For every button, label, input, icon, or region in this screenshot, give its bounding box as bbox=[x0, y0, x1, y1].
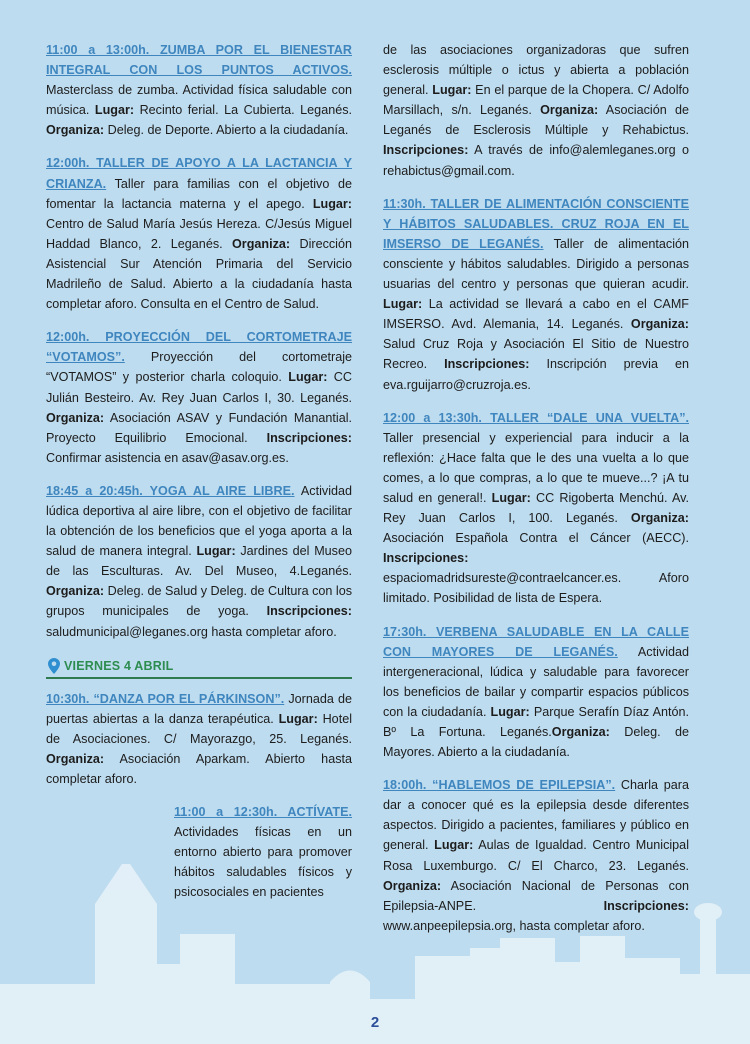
event-yoga bbox=[46, 481, 352, 642]
event-description: Jornada de puertas abiertas a la danza terapéutica. bbox=[46, 691, 352, 726]
lugar-label: Lugar: bbox=[491, 490, 531, 505]
organiza-label: Organiza: bbox=[232, 236, 291, 251]
event-danza-parkinson bbox=[46, 689, 352, 789]
lugar-label: Lugar: bbox=[278, 711, 318, 726]
event-heading: 12:00h. TALLER DE APOYO A LA LACTANCIA Y CRIANZA. bbox=[46, 156, 352, 191]
lugar-value: En el parque de la Chopera. C/ Adolfo Marsillach, s/n. Leganés. bbox=[383, 83, 689, 118]
organiza-label: Organiza: bbox=[383, 878, 442, 893]
lugar-value: Jardines del Museo de las Esculturas. Av. Del Museo, 4.Leganés. bbox=[46, 544, 352, 579]
inscripciones-label: Inscripciones: bbox=[266, 430, 352, 445]
organiza-value: Deleg. de Salud y Deleg. de Cultura con los grupos municipales de yoga. bbox=[46, 584, 352, 619]
event-description: Actividades físicas en un entorno abierto para promover hábitos saludables físicos y psicosociales en pacientes bbox=[174, 825, 352, 900]
event-description: Taller presencial y experiencial para inducir a la reflexión: ¿Hace falta que le des una vuelta a lo que comes, a lo que compras, a lo que te mueve...? ¡A tu salud en general!. bbox=[383, 430, 689, 505]
event-description: Actividad intergeneracional, lúdica y saludable para favorecer los beneficios de bailar y compartir espacios públicos con la ciudadanía. bbox=[383, 644, 690, 719]
organiza-label: Organiza: bbox=[630, 511, 689, 526]
event-heading: 11:00 a 13:00h. ZUMBA POR EL BIENESTAR INTEGRAL CON LOS PUNTOS ACTIVOS. bbox=[46, 43, 352, 78]
event-heading: 11:30h. TALLER DE ALIMENTACIÓN CONSCIENTE Y HÁBITOS SALUDABLES. CRUZ ROJA EN EL IMSERSO DE LEGANÉS. bbox=[383, 196, 689, 251]
lugar-value: Hotel de Asociaciones. C/ Mayorazgo, 25. Leganés. bbox=[46, 711, 352, 746]
lugar-value: La actividad se llevará a cabo en el CAMF IMSERSO. Avd. Alemania, 14. Leganés. bbox=[383, 297, 689, 332]
lugar-label: Lugar: bbox=[196, 544, 236, 559]
day-header bbox=[46, 655, 352, 679]
organiza-value: Deleg. de Deporte. Abierto a la ciudadanía. bbox=[104, 123, 349, 138]
event-votamos bbox=[46, 327, 352, 468]
event-description: Taller para familias con el objetivo de fomentar la lactancia materna y el apego. bbox=[46, 176, 352, 211]
lugar-label: Lugar: bbox=[383, 297, 423, 312]
organiza-label: Organiza: bbox=[46, 751, 105, 766]
organiza-value: Asociación de Leganés de Esclerosis Múltiple y Rehabictus. bbox=[383, 103, 689, 138]
event-heading: 12:00 a 13:30h. TALLER “DALE UNA VUELTA”. bbox=[383, 410, 689, 425]
organiza-label: Organiza: bbox=[46, 584, 105, 599]
organiza-label: Organiza: bbox=[630, 317, 689, 332]
event-hablemos-epilepsia bbox=[383, 775, 689, 936]
left-column bbox=[46, 40, 352, 916]
lugar-value: CC Rigoberta Menchú. Av. Rey Juan Carlos I, 100. Leganés. bbox=[383, 490, 690, 526]
event-dale-una-vuelta bbox=[383, 408, 689, 609]
organiza-value: Asociación Aparkam. Abierto hasta completar aforo. bbox=[46, 751, 352, 786]
lugar-value: Aulas de Igualdad. Centro Municipal Rosa Luxemburgo. C/ El Charco, 23. Leganés. bbox=[383, 838, 689, 873]
lugar-value: Recinto ferial. La Cubierta. Leganés. bbox=[134, 103, 352, 118]
organiza-value: Asociación ASAV y Fundación Manantial. Proyecto Equilibrio Emocional. bbox=[46, 410, 352, 445]
lugar-label: Lugar: bbox=[312, 196, 352, 211]
lugar-value: CC Julián Besteiro. Av. Rey Juan Carlos I, 30. Leganés. bbox=[46, 370, 352, 405]
event-alimentacion-consciente bbox=[383, 194, 689, 395]
event-zumba bbox=[46, 40, 352, 140]
event-heading: 18:45 a 20:45h. YOGA AL AIRE LIBRE. bbox=[46, 483, 295, 498]
event-lactancia bbox=[46, 153, 352, 314]
organiza-value: Asociación Nacional de Personas con Epilepsia-ANPE. bbox=[383, 878, 689, 913]
event-description: Masterclass de zumba. Actividad física saludable con música. bbox=[46, 83, 352, 118]
event-activate-continued bbox=[383, 40, 689, 181]
organiza-value: Salud Cruz Roja y Asociación El Sitio de Nuestro Recreo. bbox=[383, 337, 689, 372]
lugar-value: Centro de Salud María Jesús Hereza. C/Jesús Miguel Haddad Blanco, 2. Leganés. bbox=[46, 216, 352, 251]
organiza-label: Organiza: bbox=[551, 725, 610, 739]
organiza-label: Organiza: bbox=[540, 103, 599, 118]
right-column bbox=[383, 40, 689, 949]
day-header-label: VIERNES 4 ABRIL bbox=[64, 658, 174, 673]
event-description: Taller de alimentación consciente y hábitos saludables. Dirigido a personas usuarias del centro y personas que quieran acudir. bbox=[383, 236, 690, 292]
event-heading: 12:00h. PROYECCIÓN DEL CORTOMETRAJE “VOTAMOS”. bbox=[46, 330, 352, 365]
inscripciones-value: Confirmar asistencia en asav@asav.org.es. bbox=[46, 450, 289, 465]
organiza-label: Organiza: bbox=[46, 410, 105, 425]
event-description: Charla para dar a conocer qué es la epilepsia desde diferentes aspectos. Dirigido a pacientes, familiares y público en general. bbox=[383, 778, 689, 853]
inscripciones-value: Inscripción previa en eva.rguijarro@cruzroja.es. bbox=[383, 357, 689, 392]
inscripciones-value: espaciomadridsureste@contraelcancer.es. Aforo limitado. Posibilidad de lista de Espera. bbox=[383, 571, 689, 606]
page-number: 2 bbox=[370, 1014, 380, 1031]
organiza-value: Dirección Asistencial Sur Atención Primaria del Servicio Madrileño de Salud. Abierto a la ciudadanía hasta completar aforo. Consulta en el Centro de Salud. bbox=[46, 236, 352, 312]
lugar-label: Lugar: bbox=[94, 103, 135, 118]
inscripciones-label: Inscripciones: bbox=[444, 357, 530, 372]
event-heading: 17:30h. VERBENA SALUDABLE EN LA CALLE CON MAYORES DE LEGANÉS. bbox=[383, 624, 689, 659]
lugar-value: Parque Serafín Díaz Antón. Bº La Fortuna. Leganés. bbox=[383, 704, 689, 739]
event-description: Proyección del cortometraje “VOTAMOS” y posterior charla coloquio. bbox=[46, 350, 352, 385]
event-heading: 11:00 a 12:30h. ACTÍVATE. bbox=[174, 805, 352, 820]
event-heading: 10:30h. “DANZA POR EL PÁRKINSON”. bbox=[46, 691, 285, 706]
inscripciones-label: Inscripciones: bbox=[383, 551, 469, 566]
inscripciones-value: www.anpeepilepsia.org, hasta completar aforo. bbox=[383, 918, 645, 933]
organiza-value: Deleg. de Mayores. Abierto a la ciudadanía. bbox=[383, 725, 689, 760]
lugar-label: Lugar: bbox=[432, 83, 472, 98]
location-pin-icon bbox=[48, 658, 60, 674]
inscripciones-label: Inscripciones: bbox=[266, 604, 352, 619]
inscripciones-value: saludmunicipal@leganes.org hasta completar aforo. bbox=[46, 624, 337, 639]
event-description: de las asociaciones organizadoras que sufren esclerosis múltiple o ictus y abierta a población general. bbox=[383, 43, 689, 98]
inscripciones-label: Inscripciones: bbox=[383, 143, 469, 158]
lugar-label: Lugar: bbox=[288, 370, 328, 385]
inscripciones-value: A través de info@alemleganes.org o rehabictus@gmail.com. bbox=[383, 143, 689, 178]
lugar-label: Lugar: bbox=[490, 704, 530, 719]
event-description: Actividad lúdica deportiva al aire libre, con el objetivo de facilitar la obtención de los beneficios que el yoga aporta a la salud de manera integral. bbox=[46, 483, 353, 559]
event-heading: 18:00h. “HABLEMOS DE EPILEPSIA”. bbox=[383, 778, 616, 793]
inscripciones-label: Inscripciones: bbox=[603, 898, 689, 913]
event-activate bbox=[174, 802, 352, 902]
organiza-value: Asociación Española Contra el Cáncer (AECC). bbox=[383, 531, 689, 546]
organiza-label: Organiza: bbox=[46, 123, 105, 138]
lugar-label: Lugar: bbox=[434, 838, 474, 853]
event-verbena-saludable bbox=[383, 622, 689, 763]
